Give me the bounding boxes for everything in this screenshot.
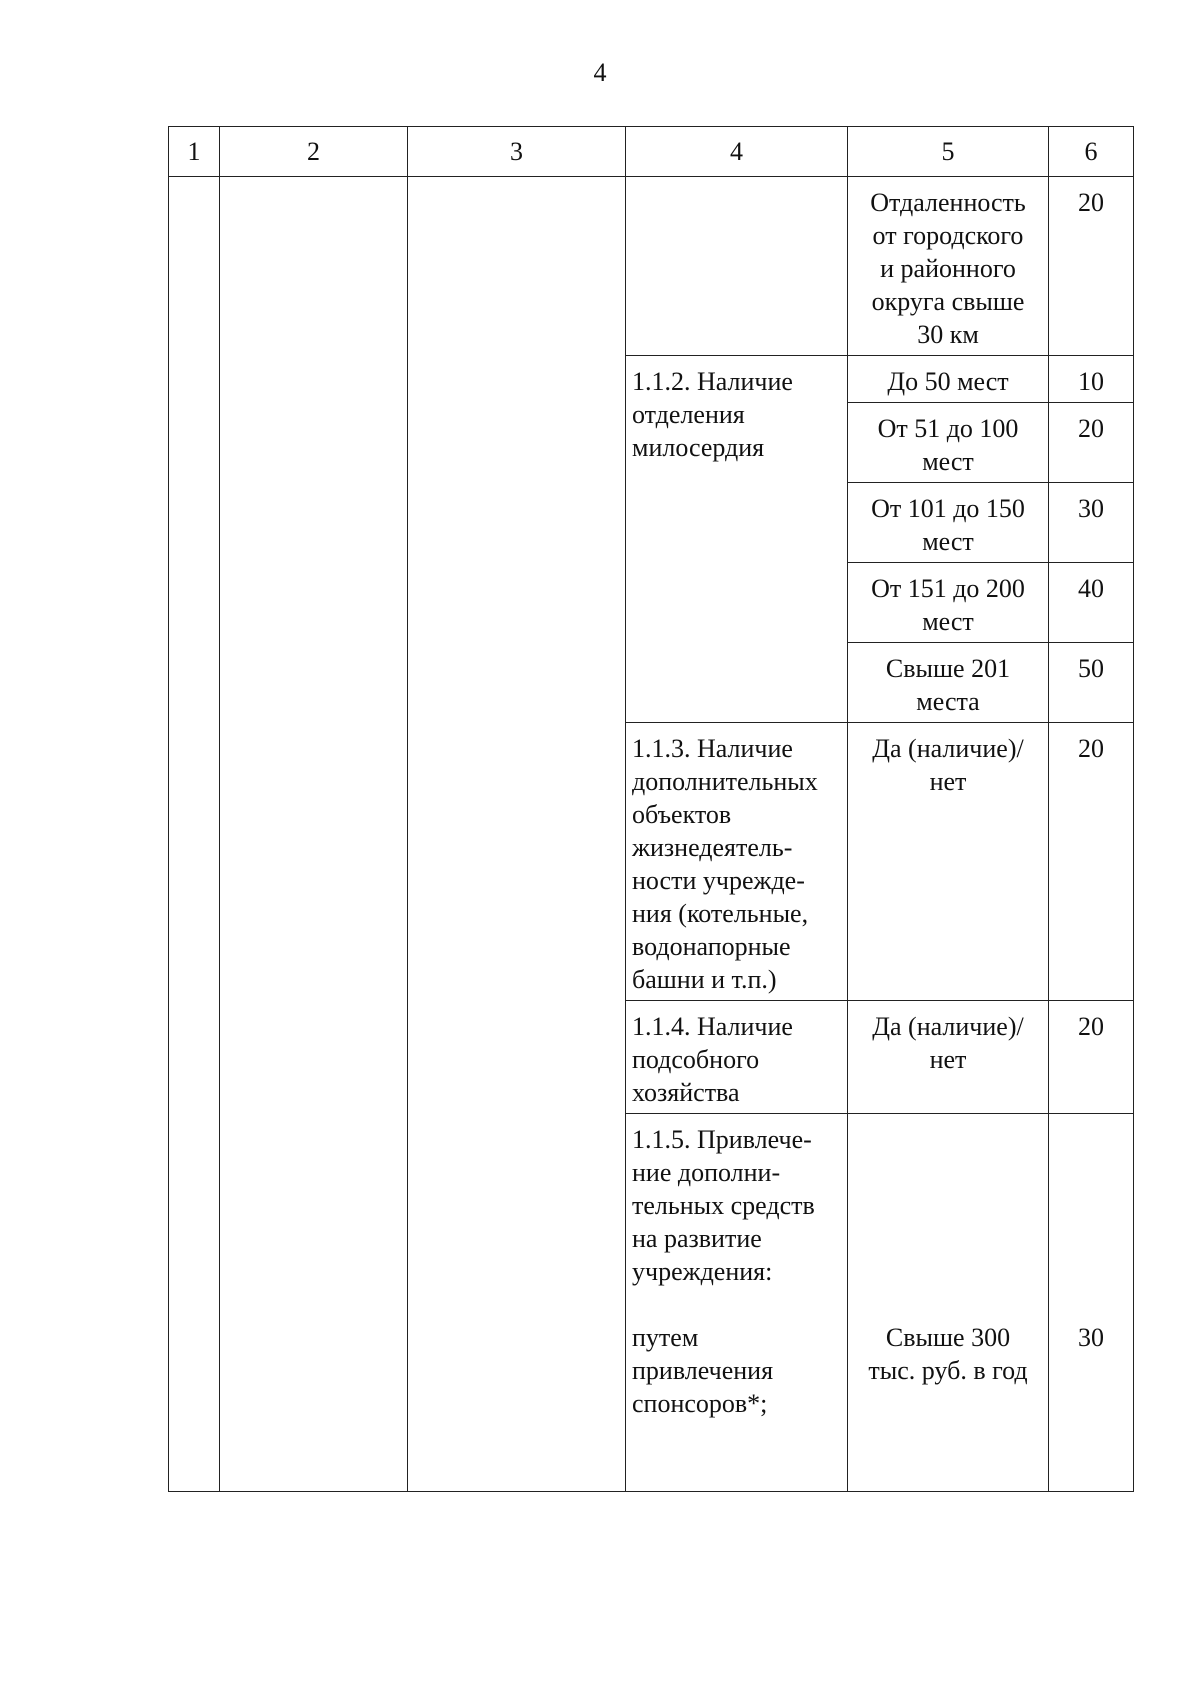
points-cell: 20 [1049, 177, 1134, 356]
points-cell: 50 [1049, 643, 1134, 723]
page-number: 4 [593, 58, 607, 87]
points-cell: 20 [1049, 723, 1134, 1001]
points-cell: 10 [1049, 356, 1134, 403]
condition-cell: Свыше 201 места [848, 643, 1049, 723]
points-cell: 30 [1049, 1114, 1134, 1492]
header-col-5: 5 [848, 127, 1049, 177]
condition-cell: Да (наличие)/ нет [848, 723, 1049, 1001]
indicator-cell: 1.1.5. Привлече- ние дополни- тельных средств на развитие учреждения: путем привлечения спонсоров*; [626, 1114, 848, 1492]
condition-cell: От 101 до 150 мест [848, 483, 1049, 563]
header-col-4: 4 [626, 127, 848, 177]
col-2-cell [220, 177, 408, 1492]
points-cell: 20 [1049, 403, 1134, 483]
criteria-table [168, 126, 1134, 1492]
condition-cell: До 50 мест [848, 356, 1049, 403]
col-1-cell [169, 177, 220, 1492]
header-col-2: 2 [220, 127, 408, 177]
points-cell: 20 [1049, 1001, 1134, 1114]
header-col-1: 1 [169, 127, 220, 177]
points-cell: 40 [1049, 563, 1134, 643]
indicator-cell: 1.1.4. Наличие подсобного хозяйства [626, 1001, 848, 1114]
points-cell: 30 [1049, 483, 1134, 563]
indicator-cell-empty [626, 177, 848, 356]
table-row [169, 177, 1134, 356]
condition-cell: От 51 до 100 мест [848, 403, 1049, 483]
indicator-cell: 1.1.3. Наличие дополнительных объектов жизнедеятель- ности учрежде- ния (котельные, водонапорные башни и т.п.) [626, 723, 848, 1001]
condition-cell: Свыше 300 тыс. руб. в год [848, 1114, 1049, 1492]
header-row [169, 127, 1134, 177]
col-3-cell [408, 177, 626, 1492]
indicator-cell: 1.1.2. Наличие отделения милосердия [626, 356, 848, 723]
header-col-3: 3 [408, 127, 626, 177]
condition-cell: Отдаленность от городского и районного округа свыше 30 км [848, 177, 1049, 356]
condition-cell: От 151 до 200 мест [848, 563, 1049, 643]
header-col-6: 6 [1049, 127, 1134, 177]
condition-cell: Да (наличие)/ нет [848, 1001, 1049, 1114]
